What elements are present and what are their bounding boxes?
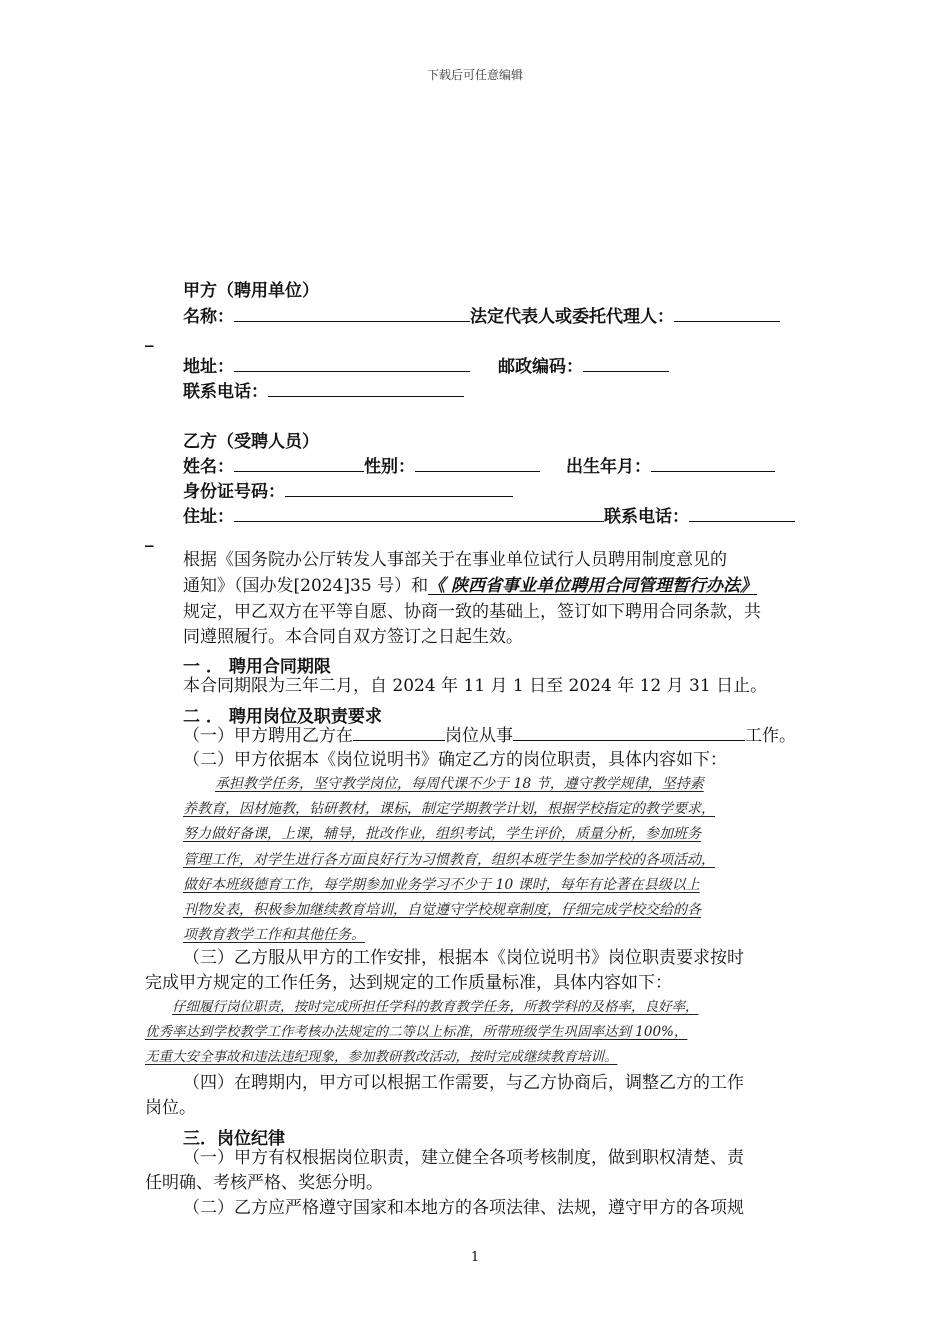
duty-line: 项教育教学工作和其他任务。 xyxy=(183,927,365,943)
party-b-birth-row xyxy=(566,452,775,477)
section-2-item-3-line-2: 完成甲方规定的工作任务，达到规定的工作质量标准，具体内容如下： xyxy=(145,973,672,993)
party-b-address-label: 住址： xyxy=(183,507,234,527)
section-3-item-1-line-2: 任明确、考核严格、奖惩分明。 xyxy=(145,1173,383,1193)
duty-line: 管理工作，对学生进行各方面良好行为习惯教育，组织本班学生参加学校的各项活动， xyxy=(183,852,715,868)
section-2-item-4-line-2: 岗位。 xyxy=(145,1098,196,1118)
party-a-name-label: 名称： xyxy=(183,307,234,327)
intro-line-2a: 通知》（国办发[2024]35 号）和 xyxy=(183,576,429,596)
party-b-birth-label: 出生年月： xyxy=(566,457,651,477)
party-b-phone-label: 联系电话： xyxy=(604,507,689,527)
section-3-title: 三．岗位纪律 xyxy=(183,1129,285,1149)
party-b-id-label: 身份证号码： xyxy=(183,482,285,502)
party-a-phone-label: 联系电话： xyxy=(183,382,268,402)
section-1-title: 一 ． 聘用合同期限 xyxy=(183,657,331,677)
party-a-phone-blank[interactable] xyxy=(268,379,464,397)
section-3-item-2-line-1: （二）乙方应严格遵守国家和本地方的各项法律、法规，遵守甲方的各项规 xyxy=(183,1198,744,1218)
intro-line-1: 根据《国务院办公厅转发人事部关于在事业单位试行人员聘用制度意见的 xyxy=(183,550,727,570)
duty-line: 承担教学任务，坚守教学岗位，每周代课不少于 18 节，遵守教学规律，坚持素 xyxy=(215,776,704,792)
standard-line: 无重大安全事故和违法违纪现象，参加教研教改活动，按时完成继续教育培训。 xyxy=(145,1049,618,1065)
party-a-address-row xyxy=(183,352,470,377)
duty-line: 做好本班级德育工作，每学期参加业务学习不少于 10 课时，每年有论著在县级以上 xyxy=(183,877,700,893)
post-blank[interactable] xyxy=(353,723,445,741)
party-b-id-blank[interactable] xyxy=(285,479,513,497)
intro-line-2 xyxy=(183,574,811,599)
item-1-c: 工作。 xyxy=(745,726,796,746)
duty-line: 养教育，因材施教，钻研教材，课标，制定学期教学计划，根据学校指定的教学要求， xyxy=(183,801,715,817)
item-1-b: 岗位从事 xyxy=(445,726,513,746)
party-a-overflow: _ xyxy=(145,328,154,348)
party-a-postcode-row xyxy=(498,352,669,377)
party-b-phone-blank[interactable] xyxy=(689,504,795,522)
party-b-birth-blank[interactable] xyxy=(651,454,775,472)
party-a-postcode-blank[interactable] xyxy=(583,354,669,372)
standard-line: 仔细履行岗位职责，按时完成所担任学科的教育教学任务，所教学科的及格率，良好率， xyxy=(172,999,699,1015)
section-3-item-1-line-1: （一）甲方有权根据岗位职责，建立健全各项考核制度，做到职权清楚、责 xyxy=(183,1148,744,1168)
party-a-name-row xyxy=(183,302,780,327)
section-2-item-4-line-1: （四）在聘期内，甲方可以根据工作需要，与乙方协商后，调整乙方的工作 xyxy=(183,1073,744,1093)
party-a-rep-blank[interactable] xyxy=(674,304,780,322)
duty-line: 刊物发表，积极参加继续教育培训，自觉遵守学校规章制度，仔细完成学校交给的各 xyxy=(183,902,701,918)
party-b-gender-blank[interactable] xyxy=(415,454,540,472)
work-blank[interactable] xyxy=(513,723,745,741)
party-a-rep-label: 法定代表人或委托代理人： xyxy=(470,307,674,327)
party-b-name-label: 姓名： xyxy=(183,457,234,477)
party-b-name-blank[interactable] xyxy=(234,454,364,472)
section-2-item-3-line-1: （三）乙方服从甲方的工作安排，根据本《岗位说明书》岗位职责要求按时 xyxy=(183,948,744,968)
party-b-id-row xyxy=(183,477,513,502)
regulation-title: 《 陕西省事业单位聘用合同管理暂行办法》 xyxy=(428,576,757,596)
section-2-title: 二 ． 聘用岗位及职责要求 xyxy=(183,707,382,727)
intro-line-3: 规定，甲乙双方在平等自愿、协商一致的基础上，签订如下聘用合同条款，共 xyxy=(183,602,761,622)
party-b-address-row xyxy=(183,502,795,527)
party-a-phone-row xyxy=(183,377,464,402)
party-a-address-blank[interactable] xyxy=(234,354,470,372)
party-a-address-label: 地址： xyxy=(183,357,234,377)
party-b-overflow: _ xyxy=(145,528,154,548)
party-b-address-blank[interactable] xyxy=(234,504,604,522)
item-1-a: （一）甲方聘用乙方在 xyxy=(183,726,353,746)
party-b-name-row xyxy=(183,452,540,477)
standard-line: 优秀率达到学校教学工作考核办法规定的二等以上标准，所带班级学生巩固率达到 100%， xyxy=(145,1024,688,1040)
party-b-gender-label: 性别： xyxy=(364,457,415,477)
duty-line: 努力做好备课，上课，辅导，批改作业，组织考试，学生评价，质量分析，参加班务 xyxy=(183,826,701,842)
party-a-name-blank[interactable] xyxy=(234,304,470,322)
party-b-heading: 乙方（受聘人员） xyxy=(183,432,319,452)
section-2-item-2: （二）甲方依据本《岗位说明书》确定乙方的岗位职责，具体内容如下： xyxy=(183,750,727,770)
intro-line-4: 同遵照履行。本合同自双方签订之日起生效。 xyxy=(183,627,523,647)
page-header-note: 下载后可任意编辑 xyxy=(426,68,523,82)
section-1-text: 本合同期限为三年二月，自 2024 年 11 月 1 日至 2024 年 12 月 31 日止。 xyxy=(183,676,768,696)
section-2-item-1 xyxy=(183,723,811,749)
party-a-heading: 甲方（聘用单位） xyxy=(183,281,319,301)
page-number: 1 xyxy=(470,1250,480,1265)
party-a-postcode-label: 邮政编码： xyxy=(498,357,583,377)
